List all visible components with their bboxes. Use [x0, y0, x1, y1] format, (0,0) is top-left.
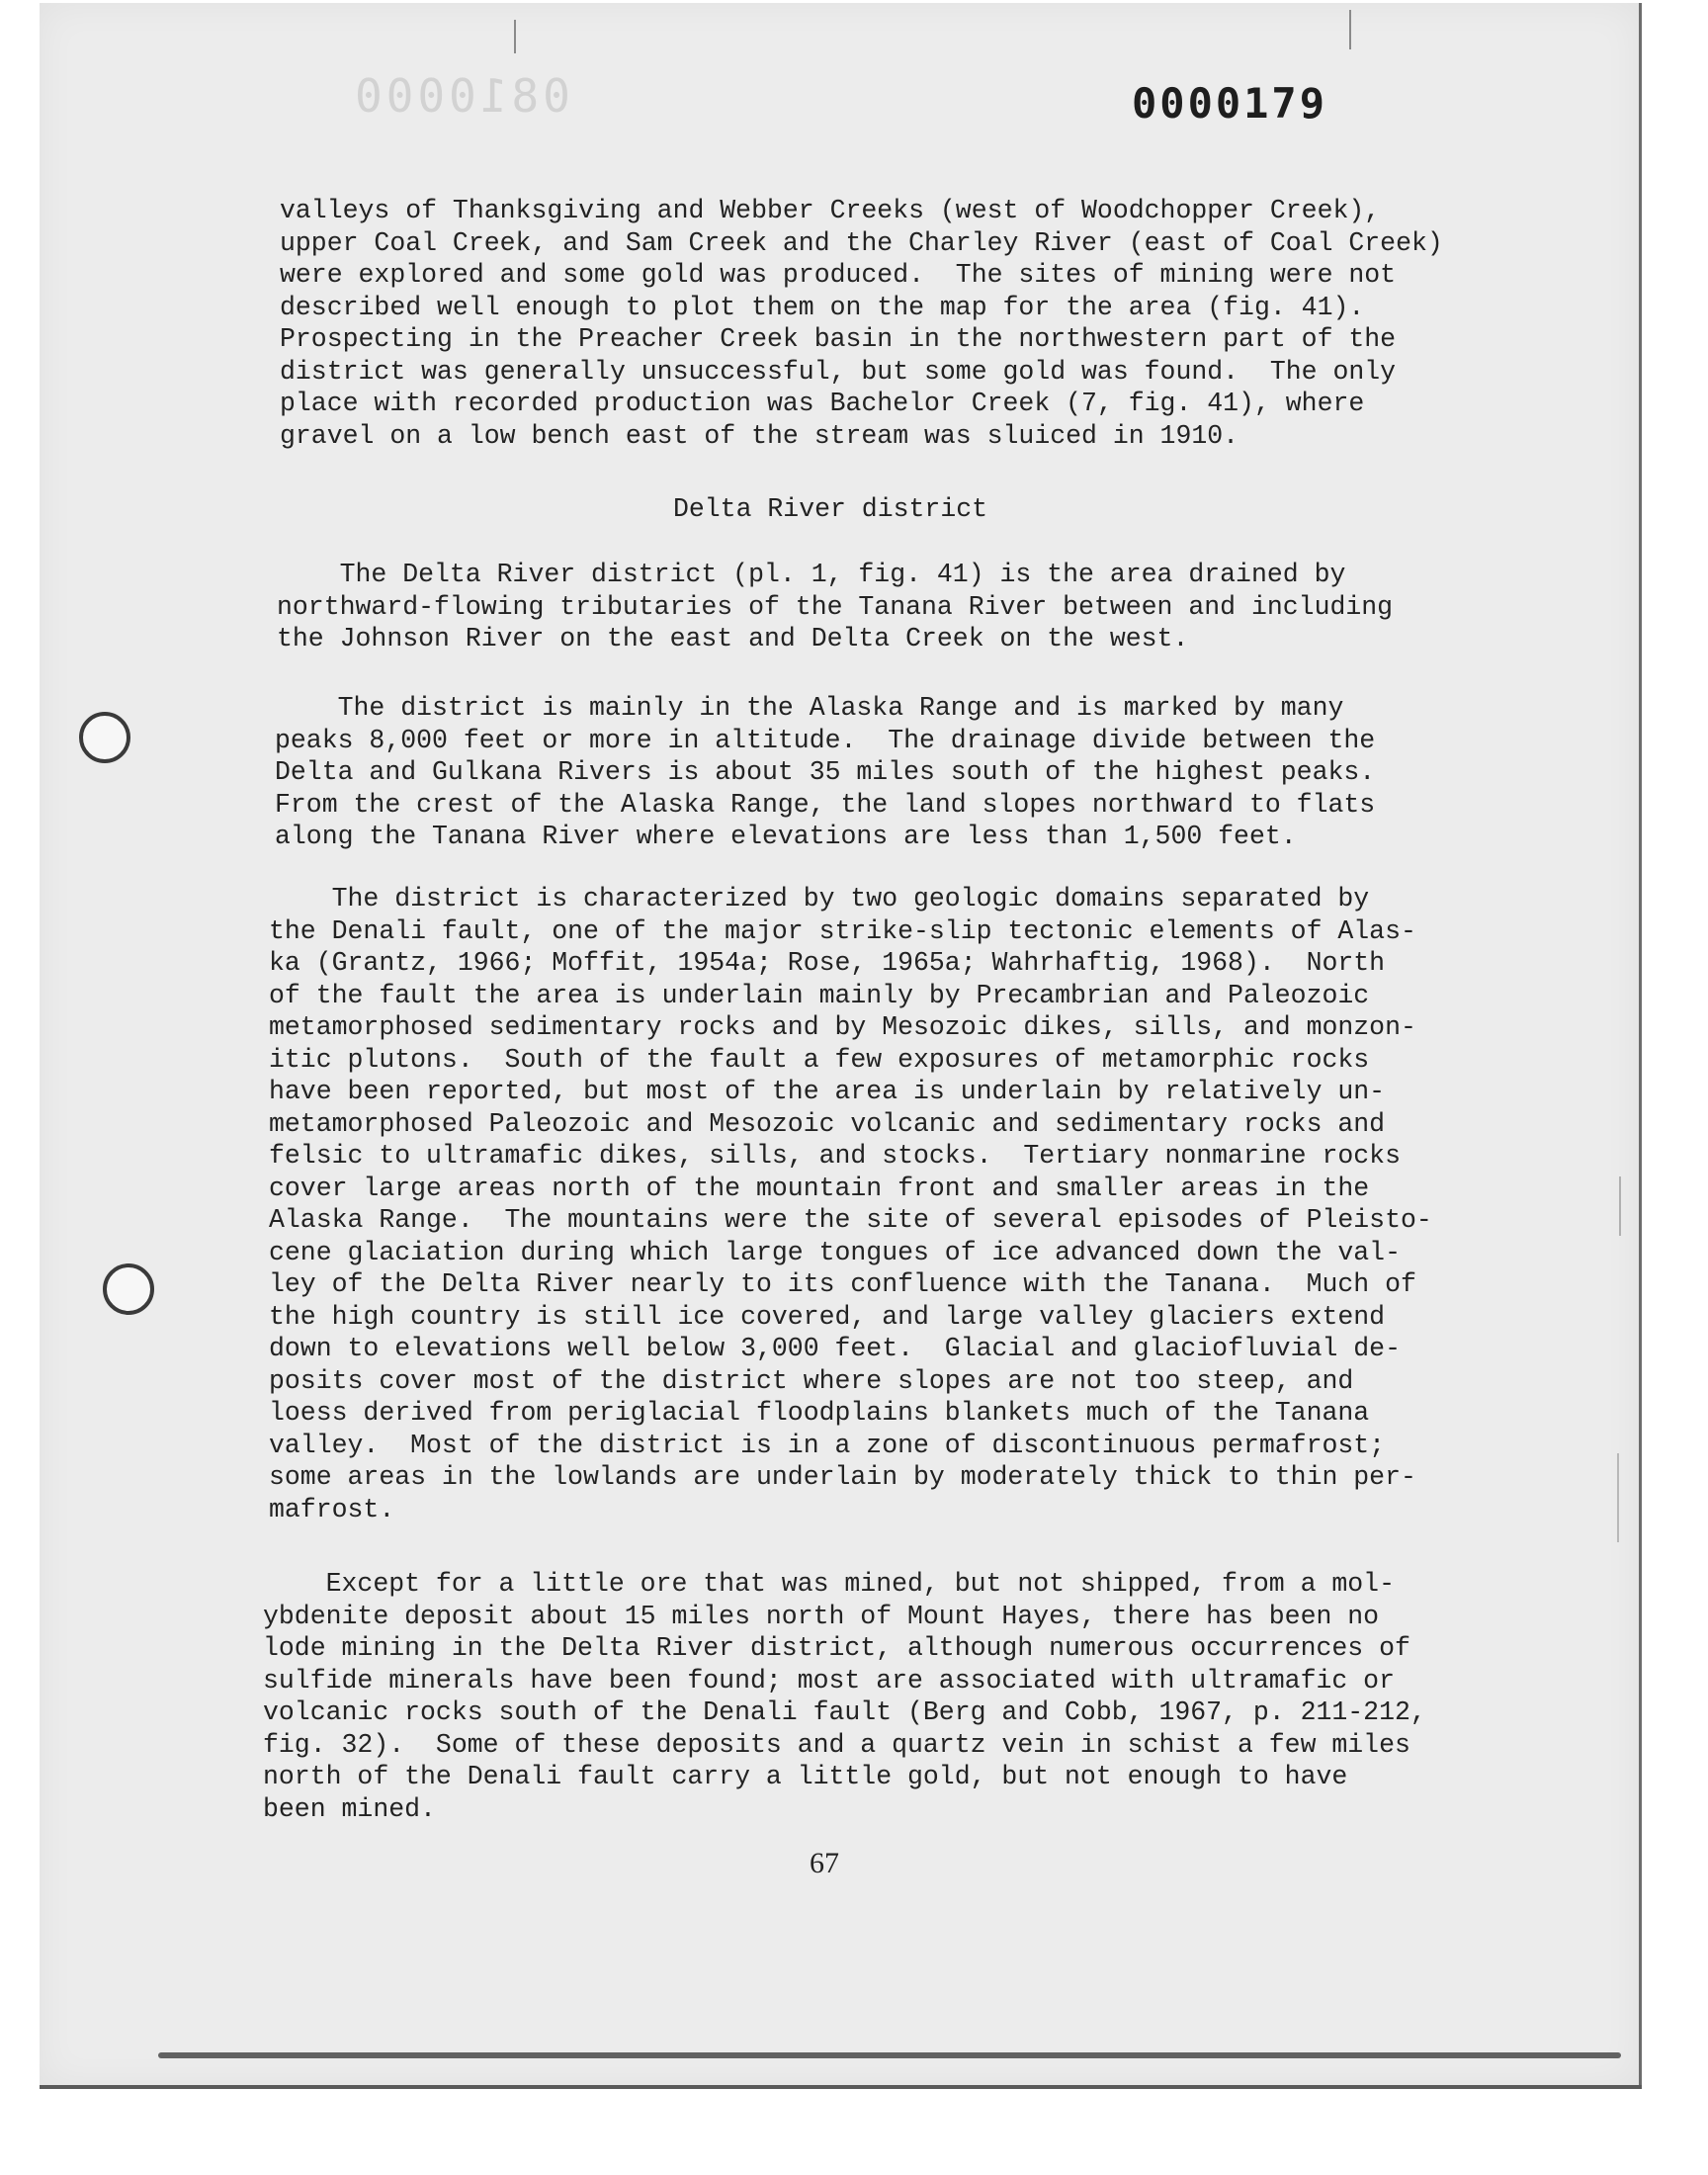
text-line: Prospecting in the Preacher Creek basin in the northwestern part of the	[280, 324, 1397, 354]
bleed-through-number: 0810000	[351, 69, 570, 123]
page-bottom-edge	[40, 2085, 1642, 2089]
text-line: felsic to ultramafic dikes, sills, and stocks. Tertiary nonmarine rocks	[269, 1141, 1401, 1171]
text-line: ley of the Delta River nearly to its confluence with the Tanana. Much of	[269, 1269, 1416, 1299]
text-line: north of the Denali fault carry a little gold, but not enough to have	[263, 1762, 1348, 1791]
text-line: ybdenite deposit about 15 miles north of Mount Hayes, there has been no	[263, 1601, 1380, 1631]
text-line: Delta and Gulkana Rivers is about 35 miles south of the highest peaks.	[275, 757, 1376, 787]
paragraph	[280, 195, 1443, 452]
text-line: described well enough to plot them on the map for the area (fig. 41).	[280, 292, 1365, 322]
text-line: ka (Grantz, 1966; Moffit, 1954a; Rose, 1965a; Wahrhaftig, 1968). North	[269, 948, 1386, 978]
text-line: cene glaciation during which large tongues of ice advanced down the val-	[269, 1237, 1401, 1267]
scan-tick-mark	[1619, 1176, 1621, 1236]
paragraph	[269, 883, 1432, 1525]
text-line: The district is characterized by two geologic domains separated by	[269, 884, 1370, 914]
text-line: were explored and some gold was produced. The sites of mining were not	[280, 260, 1397, 290]
text-line: peaks 8,000 feet or more in altitude. The drainage divide between the	[275, 725, 1376, 755]
text-line: place with recorded production was Bachelor Creek (7, fig. 41), where	[280, 389, 1365, 418]
text-line: From the crest of the Alaska Range, the land slopes northward to flats	[275, 789, 1376, 820]
scan-tick-mark	[1617, 1453, 1619, 1542]
text-line: Alaska Range. The mountains were the site of several episodes of Pleisto-	[269, 1205, 1432, 1235]
page-number: 67	[810, 1847, 839, 1879]
text-line: cover large areas north of the mountain front and smaller areas in the	[269, 1173, 1370, 1203]
section-heading: Delta River district	[672, 494, 988, 524]
text-line: itic plutons. South of the fault a few exposures of metamorphic rocks	[269, 1044, 1370, 1075]
text-line: district was generally unsuccessful, but some gold was found. The only	[280, 356, 1397, 387]
scan-tick-mark	[1349, 10, 1351, 49]
text-line: lode mining in the Delta River district, although numerous occurrences of	[263, 1633, 1410, 1663]
text-line: Except for a little ore that was mined, but not shipped, from a mol-	[263, 1569, 1395, 1599]
text-line: some areas in the lowlands are underlain by moderately thick to thin per-	[269, 1462, 1416, 1492]
text-line: metamorphosed sedimentary rocks and by Mesozoic dikes, sills, and monzon-	[269, 1012, 1416, 1042]
text-line: mafrost.	[269, 1494, 395, 1524]
text-line: posits cover most of the district where slopes are not too steep, and	[269, 1365, 1354, 1396]
scan-tick-mark	[514, 20, 516, 53]
text-line: along the Tanana River where elevations are less than 1,500 feet.	[275, 822, 1297, 851]
paragraph	[263, 1568, 1426, 1825]
text-line: valleys of Thanksgiving and Webber Creeks (west of Woodchopper Creek),	[280, 196, 1381, 225]
text-line: loess derived from periglacial floodplains blankets much of the Tanana	[269, 1398, 1370, 1428]
document-number: 0000179	[1132, 79, 1328, 128]
text-line: down to elevations well below 3,000 feet. Glacial and glaciofluvial de-	[269, 1334, 1401, 1363]
text-line: The district is mainly in the Alaska Range and is marked by many	[275, 693, 1344, 723]
text-line: gravel on a low bench east of the stream was sluiced in 1910.	[280, 420, 1239, 451]
text-line: the Denali fault, one of the major strike-slip tectonic elements of Alas-	[269, 915, 1416, 946]
punch-hole	[79, 712, 130, 763]
punch-hole	[103, 1263, 154, 1315]
text-line: upper Coal Creek, and Sam Creek and the Charley River (east of Coal Creek)	[280, 227, 1443, 258]
paragraph	[275, 692, 1375, 853]
text-line: northward-flowing tributaries of the Tanana River between and including	[277, 591, 1394, 622]
text-line: valley. Most of the district is in a zone of discontinuous permafrost;	[269, 1430, 1386, 1460]
text-line: the high country is still ice covered, and large valley glaciers extend	[269, 1301, 1386, 1332]
text-line: been mined.	[263, 1793, 436, 1824]
text-line: metamorphosed Paleozoic and Mesozoic volcanic and sedimentary rocks and	[269, 1108, 1386, 1139]
text-line: sulfide minerals have been found; most are associated with ultramafic or	[263, 1665, 1395, 1696]
text-line: have been reported, but most of the area is underlain by relatively un-	[269, 1077, 1386, 1106]
text-line: the Johnson River on the east and Delta Creek on the west.	[277, 624, 1189, 653]
text-line: of the fault the area is underlain mainly by Precambrian and Paleozoic	[269, 980, 1370, 1010]
bottom-smudge	[158, 2052, 1621, 2058]
paragraph	[277, 559, 1393, 655]
text-line: fig. 32). Some of these deposits and a quartz vein in schist a few miles	[263, 1729, 1410, 1760]
text-line: The Delta River district (pl. 1, fig. 41) is the area drained by	[277, 560, 1346, 589]
text-line: volcanic rocks south of the Denali fault (Berg and Cobb, 1967, p. 211-212,	[263, 1697, 1426, 1727]
